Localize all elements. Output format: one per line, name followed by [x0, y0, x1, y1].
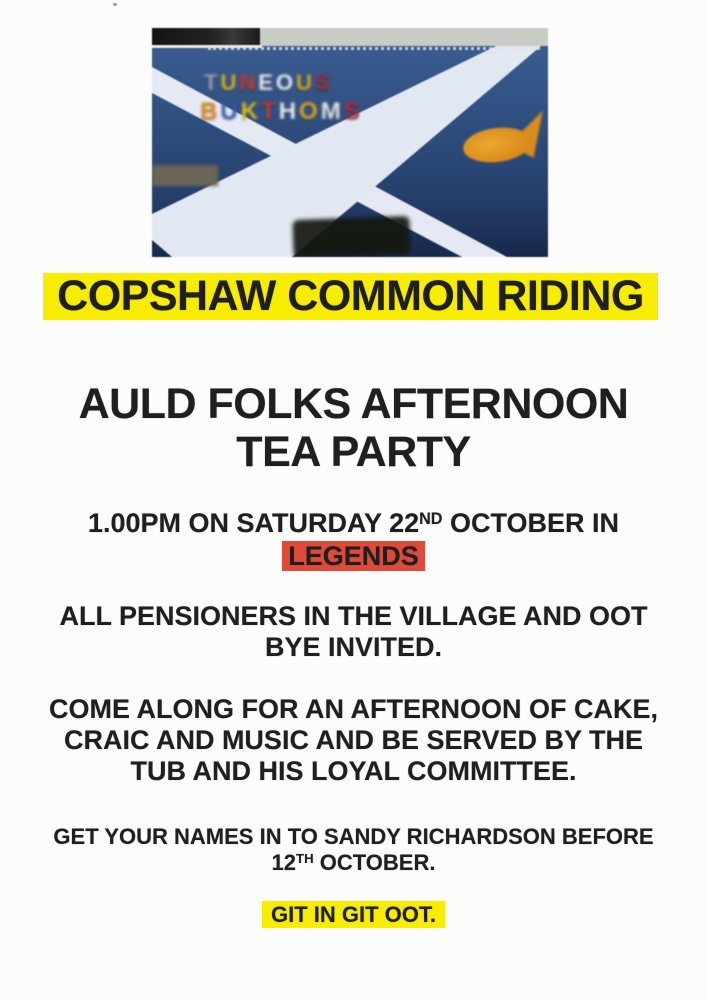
venue-text: LEGENDS: [288, 541, 419, 571]
body-line2: CRAIC AND MUSIC AND BE SERVED BY THE: [63, 725, 644, 755]
magnetic-letter: T: [261, 98, 276, 125]
saltire-flag-photo: [152, 28, 548, 257]
invitation-line1: ALL PENSIONERS IN THE VILLAGE AND OOT: [59, 601, 648, 631]
magnetic-letter: H: [278, 98, 297, 125]
magnetic-letter: T: [204, 70, 218, 95]
event-title: [0, 380, 707, 476]
footer-text: GIT IN GIT OOT.: [271, 902, 436, 927]
magnetic-letters-row2: [200, 98, 360, 126]
magnetic-letter: S: [314, 70, 330, 95]
date-text-post: OCTOBER IN: [442, 508, 620, 538]
headline-text: COPSHAW COMMON RIDING: [57, 272, 644, 320]
magnetic-letters-row1: [204, 70, 330, 96]
rsvp-line1: GET YOUR NAMES IN TO SANDY RICHARDSON BEFORE: [53, 824, 654, 849]
dark-bar: [152, 28, 260, 45]
body-line3: TUB AND HIS LOYAL COMMITTEE.: [130, 756, 577, 786]
rsvp-ordinal-suffix: TH: [296, 851, 314, 867]
rsvp-line2: 12TH OCTOBER.: [271, 850, 436, 875]
saltire-flag: [152, 46, 548, 257]
invitation-text: [0, 601, 707, 663]
magnetic-letter: E: [258, 70, 273, 95]
magnetic-letter: B: [200, 98, 218, 125]
magnetic-letter: O: [275, 70, 294, 95]
headline-highlight: [43, 273, 658, 320]
date-text: 1.00PM ON SATURDAY 22: [87, 508, 420, 538]
rsvp-text: [0, 824, 707, 879]
magnetic-letter: N: [239, 70, 256, 95]
gray-patch: [152, 165, 218, 186]
event-title-line1: AULD FOLKS AFTERNOON: [78, 380, 629, 428]
date-line: [0, 508, 707, 542]
venue-highlight: [282, 541, 425, 571]
magnetic-letter: S: [343, 98, 360, 125]
body-text: [0, 694, 707, 787]
footer-highlight: [262, 901, 445, 928]
magnetic-letter: U: [296, 70, 312, 95]
scan-speck: [113, 3, 117, 6]
white-line: [152, 45, 262, 48]
dark-blob: [292, 216, 410, 257]
magnetic-letter: O: [299, 98, 318, 125]
event-title-line2: TEA PARTY: [236, 428, 471, 476]
footer-row: [0, 901, 707, 928]
body-line1: COME ALONG FOR AN AFTERNOON OF CAKE,: [49, 694, 658, 724]
magnetic-letter: U: [220, 70, 237, 95]
magnetic-letter: U: [220, 98, 238, 125]
magnetic-letter: K: [240, 98, 259, 125]
magnetic-letter: M: [320, 98, 341, 125]
invitation-line2: BYE INVITED.: [264, 632, 443, 662]
venue-row: [0, 541, 707, 571]
date-ordinal-suffix: ND: [419, 509, 443, 528]
